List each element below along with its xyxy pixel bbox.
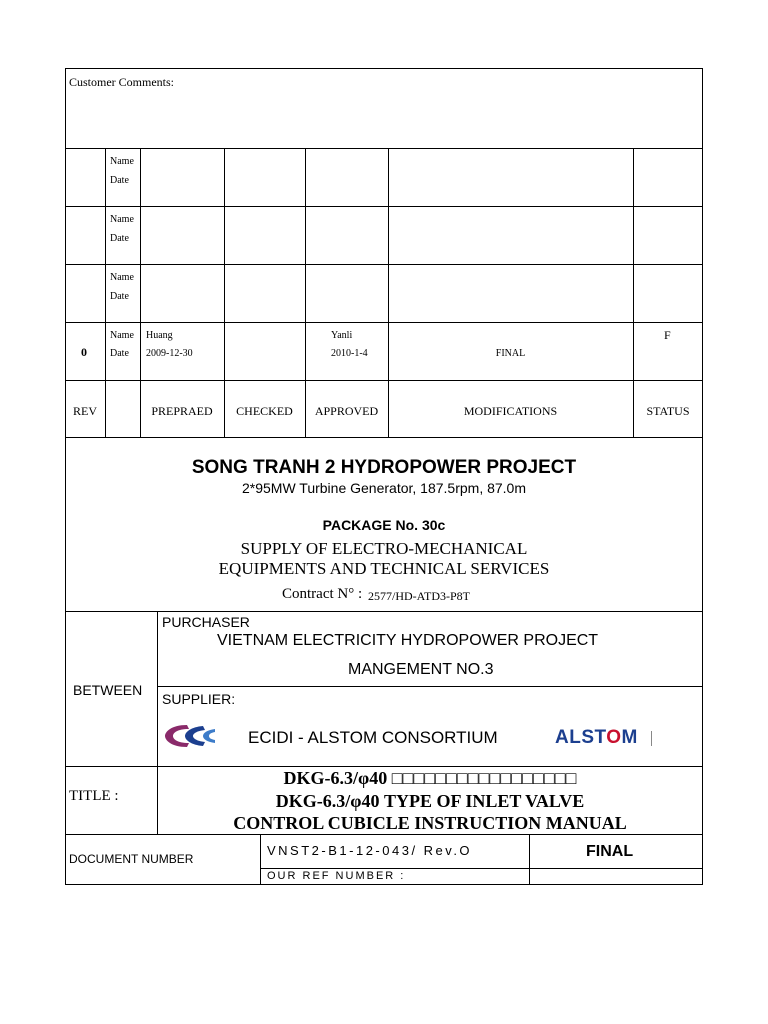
customer-comments-label: Customer Comments: (69, 75, 174, 89)
rule (65, 380, 703, 381)
title-line-3: CONTROL CUBICLE INSTRUCTION MANUAL (233, 813, 627, 833)
logo-divider (651, 731, 652, 746)
rule (65, 206, 703, 207)
ecidi-logo-icon (163, 723, 215, 749)
project-subtitle: 2*95MW Turbine Generator, 187.5rpm, 87.0m (241, 480, 527, 496)
name-label: Name (110, 330, 134, 341)
rule (260, 834, 261, 885)
prepared-header: PREPRAED (151, 404, 213, 418)
rule (65, 322, 703, 323)
status-value: F (664, 328, 671, 342)
alstom-logo: ALSTOM (555, 727, 638, 748)
package-number: PACKAGE No. 30c (322, 517, 446, 533)
prepared-name: Huang (146, 330, 173, 341)
rule (633, 148, 634, 437)
rule (260, 868, 703, 869)
name-label: Name (110, 214, 134, 225)
supplier-name: ECIDI - ALSTOM CONSORTIUM (248, 728, 498, 747)
purchaser-line-2: MANGEMENT NO.3 (348, 661, 494, 678)
rule (529, 834, 530, 885)
modification-text: FINAL (495, 348, 526, 359)
name-label: Name (110, 156, 134, 167)
rule (65, 148, 703, 149)
approved-date: 2010-1-4 (331, 348, 368, 359)
rule (65, 766, 703, 767)
rev-number: 0 (81, 345, 87, 359)
checked-header: CHECKED (236, 404, 293, 418)
our-ref-label: OUR REF NUMBER : (267, 870, 406, 882)
title-line-2: DKG-6.3/φ40 TYPE OF INLET VALVE (275, 791, 585, 811)
rule (65, 611, 703, 612)
approved-header: APPROVED (314, 404, 379, 418)
rule (65, 264, 703, 265)
rule (157, 686, 703, 687)
rule (65, 834, 703, 835)
contract-label: Contract N° : (282, 586, 363, 602)
document-number-value: VNST2-B1-12-043/ Rev.O (267, 843, 473, 858)
date-label: Date (110, 175, 129, 186)
purchaser-label: PURCHASER (162, 614, 250, 630)
rule (305, 148, 306, 437)
purchaser-line-1: VIETNAM ELECTRICITY HYDROPOWER PROJECT (217, 632, 599, 649)
rule (388, 148, 389, 437)
date-label: Date (110, 291, 129, 302)
rule (105, 148, 106, 437)
title-label: TITLE : (69, 788, 119, 804)
date-label: Date (110, 233, 129, 244)
contract-number: 2577/HD-ATD3-P8T (368, 589, 470, 603)
between-label: BETWEEN (73, 682, 143, 698)
supply-line-1: SUPPLY OF ELECTRO-MECHANICAL (240, 539, 528, 558)
rev-header: REV (73, 404, 97, 418)
title-line-1: DKG-6.3/φ40 □□□□□□□□□□□□□□□□□ (283, 768, 577, 788)
modifications-header: MODIFICATIONS (463, 404, 558, 418)
supply-line-2: EQUIPMENTS AND TECHNICAL SERVICES (218, 559, 550, 578)
document-number-label: DOCUMENT NUMBER (69, 852, 194, 866)
rule (224, 148, 225, 437)
date-label: Date (110, 348, 129, 359)
approved-name: Yanli (331, 330, 353, 341)
rule (140, 148, 141, 437)
prepared-date: 2009-12-30 (146, 348, 193, 359)
supplier-label: SUPPLIER: (162, 691, 236, 707)
name-label: Name (110, 272, 134, 283)
project-title: SONG TRANH 2 HYDROPOWER PROJECT (191, 457, 577, 478)
rule (65, 437, 703, 438)
document-status: FINAL (586, 843, 634, 860)
status-header: STATUS (646, 404, 690, 418)
